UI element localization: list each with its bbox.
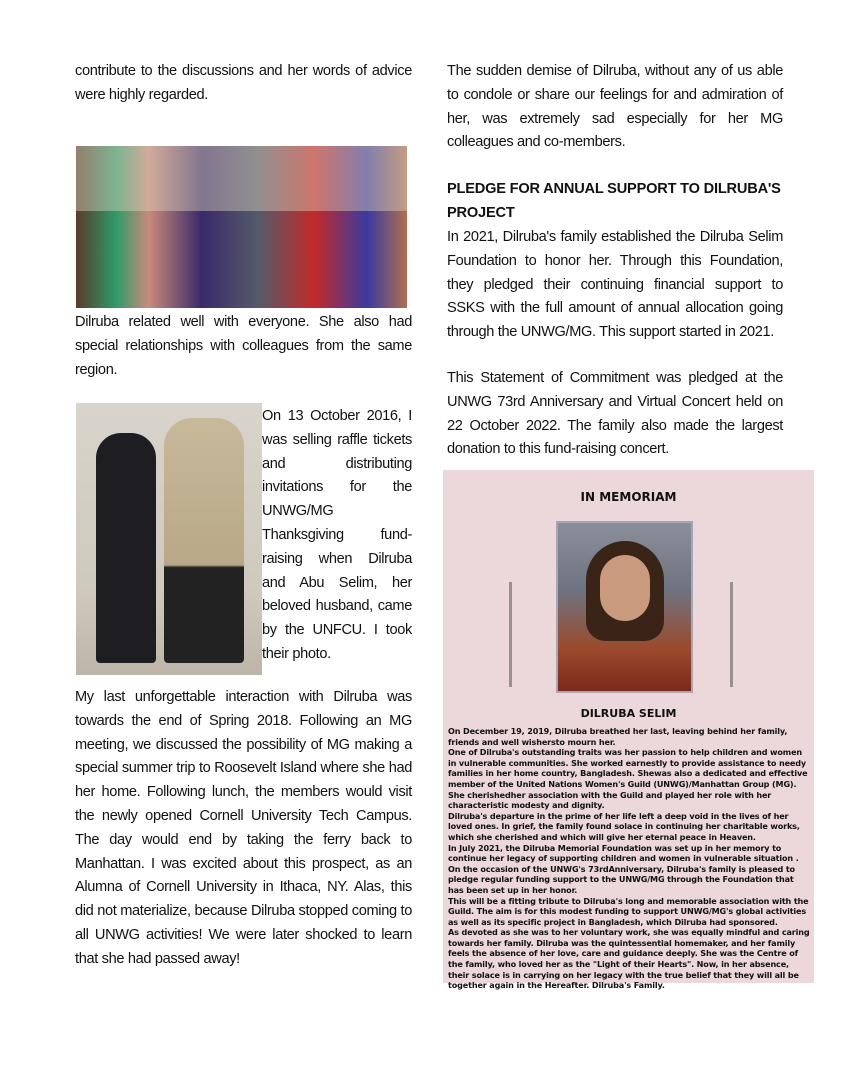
memoriam-body	[448, 726, 810, 991]
memoriam-title: IN MEMORIAM	[580, 490, 677, 504]
decorative-stem-left-icon	[509, 582, 512, 687]
memoriam-paragraph: On the occasion of the UNWG's 73rdAnniversary, Dilruba's family is pleased to pledge regular funding support to the UNWG/MG through the Foundation that has been set up in her honor.	[448, 863, 795, 895]
portrait-photo	[556, 521, 693, 693]
intro-text: contribute to the discussions and her words of advice were highly regarded.	[75, 63, 412, 103]
photo-side-paragraph	[262, 405, 412, 667]
memoriam-paragraph: In July 2021, the Dilruba Memorial Foundation was set up in her memory to continue her legacy of supporting children and women in vulnerable situation .	[448, 842, 799, 864]
memoriam-paragraph: Dilruba's departure in the prime of her life left a deep void in the lives of her loved ones. In grief, the family found solace in continuing her charitable works, which she cherished and which will give her eternal peace in Heaven.	[448, 810, 800, 842]
caption-text: Dilruba related well with everyone. She also had special relationships with colleagues from the same region.	[75, 314, 412, 378]
memoriam-paragraph: On December 19, 2019, Dilruba breathed her last, leaving behind her family, friends and well wishersto mourn her.	[448, 726, 788, 747]
memoriam-paragraph: As devoted as she was to her voluntary work, she was equally mindful and caring towards her family. Dilruba was the quintessential homemaker, and her family feels the absence of her love, care and guidance deeply. She was the Centre of the family, who loved her as the "Light of their Hearts". Now, in her absence, their solace is in carrying on her legacy with the true belief that they will all be together again in the Hereafter. Dilruba's Family.	[448, 927, 810, 991]
pledge-heading: PLEDGE FOR ANNUAL SUPPORT TO DILRUBA'S PROJECT	[447, 181, 781, 221]
intro-paragraph	[75, 60, 412, 108]
memoriam-paragraph: This will be a fitting tribute to Dilruba's long and memorable association with the Guild. The aim is for this modest funding to support UNWG/MG's global activities as well as its specific project in Bangladesh, which Dilruba had sponsored.	[448, 895, 809, 927]
group-photo-caption	[75, 311, 412, 382]
demise-text: The sudden demise of Dilruba, without any of us able to condole or share our feelings for and admiration of her, was extremely sad especially for her MG colleagues and co-members.	[447, 63, 783, 151]
couple-photo	[76, 403, 262, 675]
group-photo	[76, 146, 407, 308]
memoriam-name: DILRUBA SELIM	[580, 707, 677, 720]
last-interaction-text: My last unforgettable interaction with Dilruba was towards the end of Spring 2018. Following an MG meeting, we discussed the possibility of MG making a special summer trip to Roosevelt Island where she had her home. Following lunch, the members would visit the newly opened Cornell University Tech Campus. The day would end by taking the ferry back to Manhattan. I was excited about this prospect, as an Alumna of Cornell University in Ithaca, NY. Alas, this did not materialize, because Dilruba stopped coming to all UNWG activities! We were later shocked to learn that she had passed away!	[75, 689, 412, 967]
decorative-stem-right-icon	[730, 582, 733, 687]
photo-side-text: On 13 October 2016, I was selling raffle tickets and distributing invitations for the UNWG/MG Thanksgiving fund-raising when Dilruba and Abu Selim, her beloved husband, came by the UNFCU. I took their photo.	[262, 408, 412, 662]
in-memoriam-card	[443, 470, 814, 991]
last-interaction-paragraph	[75, 686, 412, 972]
memoriam-paragraph: One of Dilruba's outstanding traits was her passion to help children and women in vulnerable communities. She worked earnestly to provide assistance to needy families in her home country, Bangladesh. Shewas also a dedicated and effective member of the United Nations Women's Guild (UNWG)/Manhattan Group (MG). She cherishedher association with the Guild and played her role with her characteristic modesty and dignity.	[448, 747, 808, 811]
demise-paragraph	[447, 60, 783, 155]
pledge-paragraph	[447, 226, 783, 345]
statement-paragraph	[447, 367, 783, 462]
pledge-text: In 2021, Dilruba's family established the Dilruba Selim Foundation to honor her. Through this Foundation, they pledged their continuing financial support to SSKS with the full amount of annual allocation going through the UNWG/MG. This support started in 2021.	[447, 229, 783, 341]
statement-text: This Statement of Commitment was pledged at the UNWG 73rd Anniversary and Virtual Concert held on 22 October 2022. The family also made the largest donation to this fund-raising concert.	[447, 370, 783, 458]
